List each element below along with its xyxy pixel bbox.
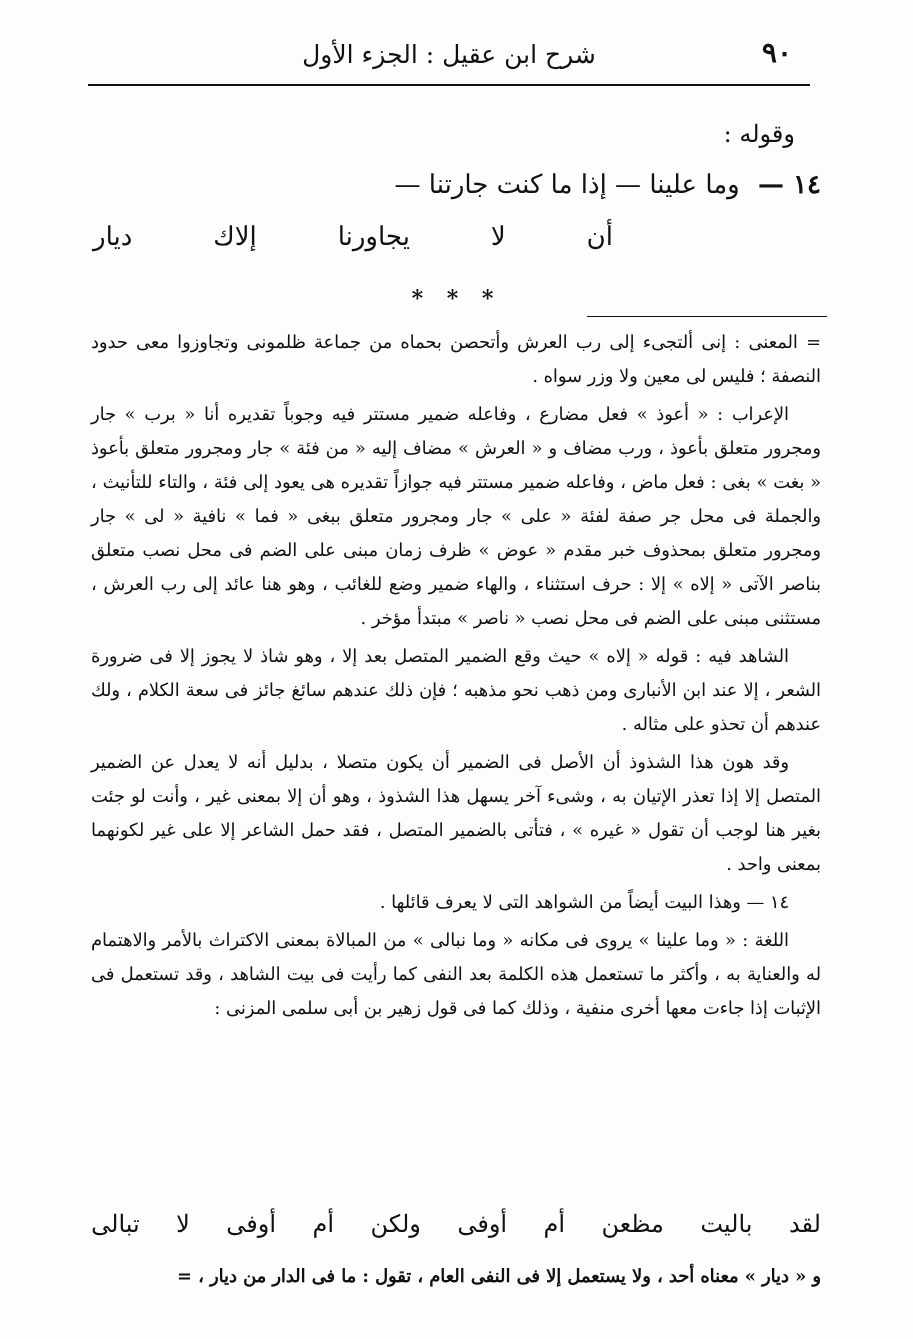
verse-word: لا (490, 222, 506, 252)
section-separator: * * * (411, 286, 502, 312)
poem-word: أوفى (457, 1210, 508, 1238)
footnote-continuation: و « ديار » معناه أحد ، ولا يستعمل إلا فى النفى العام ، تقول : ما فى الدار من ديار ، = (176, 1266, 821, 1287)
poem-word: مظعن (601, 1210, 664, 1238)
poem-word: أم (312, 1210, 334, 1238)
quoted-poem-line (91, 1210, 821, 1238)
verse-word: ديار (93, 222, 133, 252)
footnote-explanation: وقد هون هذا الشذوذ أن الأصل فى الضمير أن يكون متصلا ، بدليل أنه لا يعدل عن الضمير المتصل إلا إذا تعذر الإتيان به ، وشىء آخر يسهل هذا الشذوذ ، وهو أن إلا بمعنى غير ، وأنت لو جئت بغير هنا لوجب أن تقول « غيره » ، فتأتى بالضمير المتصل ، فقد حمل الشاعر إلا على غير لكونهما بمعنى واحد . (91, 752, 821, 875)
footnote-rule (587, 316, 827, 317)
poem-word: لا (176, 1210, 190, 1238)
poem-word: أوفى (226, 1210, 277, 1238)
verse-word: إلاك (213, 222, 257, 252)
page-header (88, 34, 810, 86)
verse-word: يجاورنا (337, 222, 410, 252)
footnote-meaning: = المعنى : إنى ألتجىء إلى رب العرش وأتحصن بحماه من جماعة ظلمونى وتجاوزوا معى حدود النصفة ؛ فليس لى معين ولا وزر سواه . (91, 332, 821, 387)
poem-word: أم (543, 1210, 566, 1238)
page-number: ٩٠ (761, 36, 792, 69)
poem-word: لقد (788, 1210, 821, 1238)
verse-first-line (395, 170, 821, 200)
poem-word: تبالى (91, 1210, 140, 1238)
verse-number: ١٤ — (758, 170, 821, 200)
verse-word: أن (586, 222, 613, 252)
footnote-evidence: الشاهد فيه : قوله « إلاه » حيث وقع الضمير المتصل بعد إلا ، وهو شاذ لا يجوز إلا فى ضرورة الشعر ، إلا عند ابن الأنبارى ومن ذهب نحو مذهبه ؛ فإن ذلك عندهم سائغ جائز فى سعة الكلام ، ولك عندهم أن تحذو على مثاله . (91, 646, 821, 735)
footnote-verse-14: ١٤ — وهذا البيت أيضاً من الشواهد التى لا يعرف قائلها . (379, 892, 789, 913)
footnotes (91, 326, 821, 1030)
poem-word: باليت (700, 1210, 753, 1238)
verse-first-hemistich: وما علينا — إذا ما كنت جارتنا — (394, 170, 740, 200)
intro-text: وقوله : (723, 120, 795, 148)
footnote-parsing: الإعراب : « أعوذ » فعل مضارع ، وفاعله ضمير مستتر فيه وجوباً تقديره أنا « برب » جار ومجرور متعلق بأعوذ ، ورب مضاف و « العرش » مضاف إليه « من فئة » جار ومجرور متعلق بأعوذ « بغت » بغى : فعل ماض ، وفاعله ضمير مستتر فيه جوازاً تقديره هى يعود إلى فئة ، والتاء للتأنيث ، والجملة فى محل جر صفة لفئة « على » جار ومجرور متعلق ببغى « فما » نافية « لى » جار ومجرور متعلق بمحذوف خبر مقدم « عوض » ظرف زمان مبنى على الضم فى محل نصب متعلق بناصر الآتى « إلاه » إلا : حرف استثناء ، والهاء ضمير وضع للغائب ، وهو هنا عائد إلى رب العرش ، مستثنى مبنى على الضم فى محل نصب « ناصر » مبتدأ مؤخر . (91, 404, 821, 629)
footnote-language: اللغة : « وما علينا » يروى فى مكانه « وما نبالى » من المبالاة بمعنى الاكتراث بالأمر والاهتمام له والعناية به ، وأكثر ما تستعمل هذه الكلمة بعد النفى كما رأيت فى بيت الشاهد ، وقد تستعمل فى الإثبات إذا جاءت معها أخرى منفية ، وذلك كما فى قول زهير بن أبى سلمى المزنى : (91, 930, 821, 1019)
verse-second-line (93, 222, 613, 252)
running-title: شرح ابن عقيل : الجزء الأول (302, 40, 596, 69)
poem-word: ولكن (370, 1210, 421, 1238)
